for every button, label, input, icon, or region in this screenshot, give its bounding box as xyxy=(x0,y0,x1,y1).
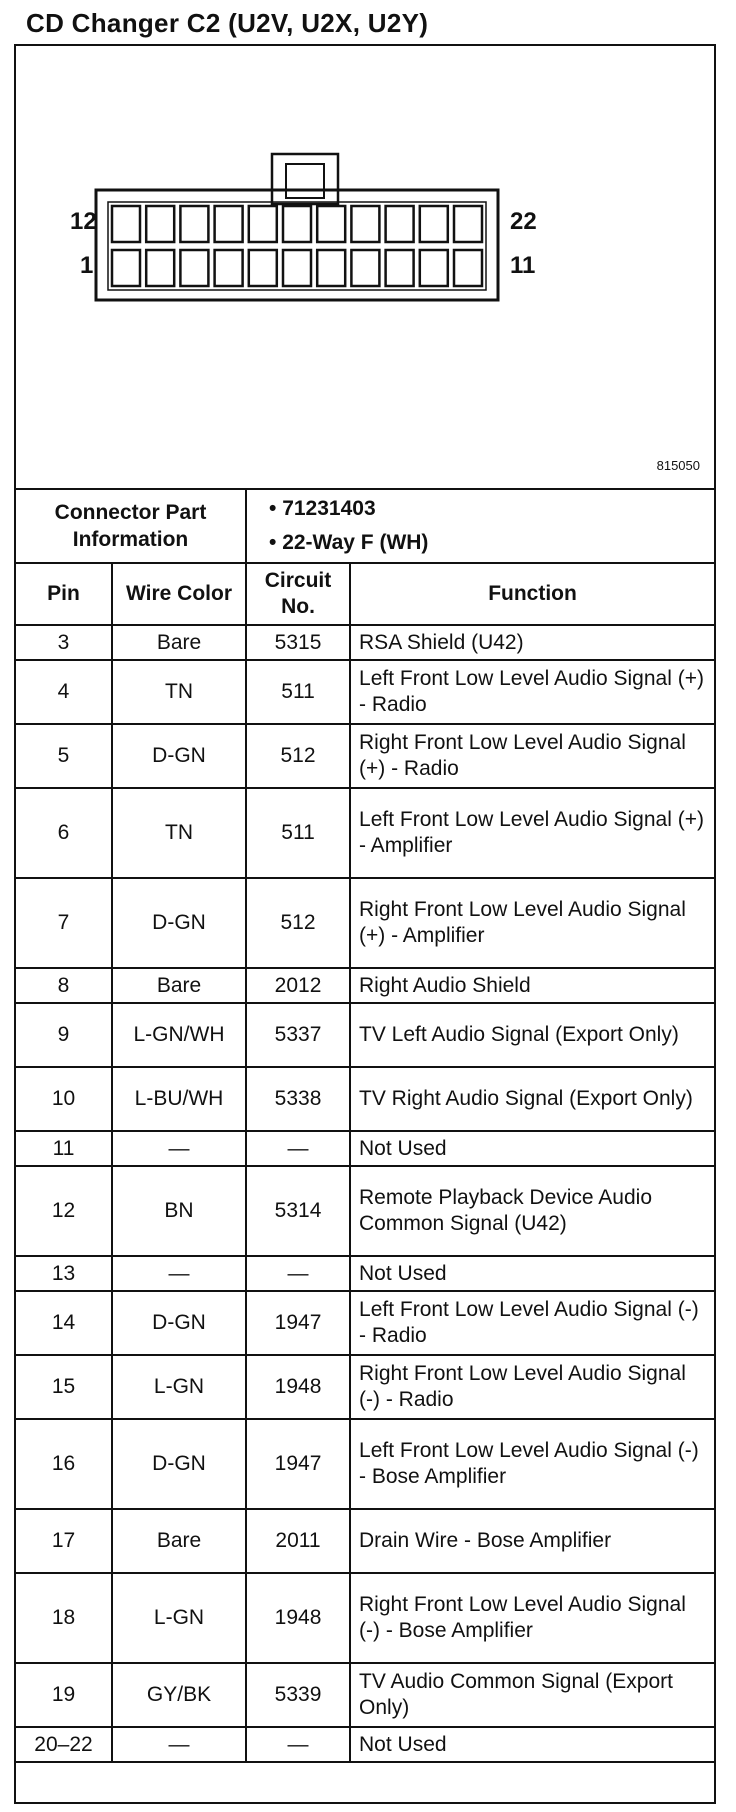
table-row xyxy=(16,1727,714,1762)
function-cell: Remote Playback Device Audio Common Signal (U42) xyxy=(350,1166,714,1256)
wire-color-cell: BN xyxy=(112,1166,246,1256)
pin-cell: 18 xyxy=(16,1573,112,1663)
pin-rows xyxy=(16,625,714,1762)
function-cell: Left Front Low Level Audio Signal (-) - Bose Amplifier xyxy=(350,1419,714,1509)
pin-cell: 10 xyxy=(16,1067,112,1131)
table-row xyxy=(16,968,714,1003)
function-cell: Right Front Low Level Audio Signal (-) - Bose Amplifier xyxy=(350,1573,714,1663)
table-row xyxy=(16,1291,714,1355)
pin-cavity xyxy=(249,206,277,242)
wire-color-cell: D-GN xyxy=(112,878,246,968)
pin-cell: 6 xyxy=(16,788,112,878)
pin-cavity xyxy=(249,250,277,286)
pin-cavity xyxy=(317,250,345,286)
circuit-cell: 1948 xyxy=(246,1355,350,1419)
wire-color-cell: L-GN xyxy=(112,1573,246,1663)
circuit-cell: 512 xyxy=(246,878,350,968)
connector-info-label: Connector Part Information xyxy=(16,489,246,563)
pin-cavity xyxy=(146,250,174,286)
pin-cavity xyxy=(112,250,140,286)
pin-cell: 17 xyxy=(16,1509,112,1573)
pin-cell: 19 xyxy=(16,1663,112,1727)
table-row xyxy=(16,625,714,660)
pin-cell: 11 xyxy=(16,1131,112,1166)
wire-color-cell: D-GN xyxy=(112,724,246,788)
table-row xyxy=(16,1166,714,1256)
function-cell: TV Left Audio Signal (Export Only) xyxy=(350,1003,714,1067)
connector-type: • 22-Way F (WH) xyxy=(269,531,429,554)
wire-color-cell: Bare xyxy=(112,968,246,1003)
circuit-cell: — xyxy=(246,1727,350,1762)
function-cell: Not Used xyxy=(350,1131,714,1166)
pin-cell: 5 xyxy=(16,724,112,788)
function-cell: Right Audio Shield xyxy=(350,968,714,1003)
wire-color-cell: L-GN xyxy=(112,1355,246,1419)
pin-cavity xyxy=(215,206,243,242)
pin-cavity xyxy=(420,206,448,242)
pin-cavity xyxy=(454,206,482,242)
table-row xyxy=(16,1419,714,1509)
function-cell: Right Front Low Level Audio Signal (+) - Radio xyxy=(350,724,714,788)
pin-label-1: 1 xyxy=(80,252,94,279)
table-row xyxy=(16,1067,714,1131)
wire-color-cell: Bare xyxy=(112,625,246,660)
circuit-cell: — xyxy=(246,1131,350,1166)
function-cell: Left Front Low Level Audio Signal (+) - Amplifier xyxy=(350,788,714,878)
wire-color-cell: L-BU/WH xyxy=(112,1067,246,1131)
table-row xyxy=(16,1509,714,1573)
table-row xyxy=(16,1355,714,1419)
wire-color-cell: L-GN/WH xyxy=(112,1003,246,1067)
circuit-cell: 511 xyxy=(246,788,350,878)
function-cell: Not Used xyxy=(350,1727,714,1762)
pin-cell: 3 xyxy=(16,625,112,660)
pin-cell: 14 xyxy=(16,1291,112,1355)
pin-cavity xyxy=(420,250,448,286)
latch-outer xyxy=(272,154,338,204)
circuit-cell: 1947 xyxy=(246,1419,350,1509)
pin-label-12: 12 xyxy=(70,208,97,235)
pin-cell: 8 xyxy=(16,968,112,1003)
table-row xyxy=(16,1003,714,1067)
wire-color-cell: — xyxy=(112,1256,246,1291)
connector-info-row xyxy=(16,489,714,563)
connector-part-number: • 71231403 xyxy=(269,497,376,520)
circuit-cell: 5314 xyxy=(246,1166,350,1256)
pin-label-22: 22 xyxy=(510,208,537,235)
pin-cell: 16 xyxy=(16,1419,112,1509)
table-row xyxy=(16,1663,714,1727)
circuit-cell: 5338 xyxy=(246,1067,350,1131)
table-row xyxy=(16,724,714,788)
circuit-cell: 1948 xyxy=(246,1573,350,1663)
circuit-cell: 2011 xyxy=(246,1509,350,1573)
figure-id: 815050 xyxy=(656,458,700,473)
header-function: Function xyxy=(350,563,714,625)
pin-cavity xyxy=(386,250,414,286)
pin-cavity xyxy=(454,250,482,286)
circuit-cell: 512 xyxy=(246,724,350,788)
function-cell: Left Front Low Level Audio Signal (+) - Radio xyxy=(350,660,714,724)
function-cell: RSA Shield (U42) xyxy=(350,625,714,660)
circuit-cell: — xyxy=(246,1256,350,1291)
pin-cell: 4 xyxy=(16,660,112,724)
wire-color-cell: TN xyxy=(112,660,246,724)
pin-cell: 15 xyxy=(16,1355,112,1419)
table-row xyxy=(16,788,714,878)
pin-cavity xyxy=(112,206,140,242)
pin-cell: 9 xyxy=(16,1003,112,1067)
connector-inner xyxy=(108,202,486,290)
function-cell: Right Front Low Level Audio Signal (-) - Radio xyxy=(350,1355,714,1419)
circuit-cell: 511 xyxy=(246,660,350,724)
connector-diagram xyxy=(16,46,714,490)
pin-cavity xyxy=(351,206,379,242)
table-row xyxy=(16,878,714,968)
connector-face-drawing xyxy=(16,46,714,488)
table-row xyxy=(16,660,714,724)
function-cell: TV Audio Common Signal (Export Only) xyxy=(350,1663,714,1727)
connector-info-list xyxy=(246,489,714,563)
header-circuit: Circuit No. xyxy=(246,563,350,625)
wire-color-cell: Bare xyxy=(112,1509,246,1573)
header-wire-color: Wire Color xyxy=(112,563,246,625)
table-row xyxy=(16,1256,714,1291)
function-cell: Not Used xyxy=(350,1256,714,1291)
pin-cell: 12 xyxy=(16,1166,112,1256)
page-title: CD Changer C2 (U2V, U2X, U2Y) xyxy=(26,8,429,38)
pin-cell: 20–22 xyxy=(16,1727,112,1762)
pin-label-11: 11 xyxy=(510,252,536,279)
pin-cavity xyxy=(180,250,208,286)
pin-cavity xyxy=(283,250,311,286)
latch-inner xyxy=(286,164,324,198)
pin-cavities xyxy=(112,206,482,286)
pin-cavity xyxy=(386,206,414,242)
circuit-cell: 2012 xyxy=(246,968,350,1003)
pin-cavity xyxy=(351,250,379,286)
wire-color-cell: — xyxy=(112,1131,246,1166)
circuit-cell: 5339 xyxy=(246,1663,350,1727)
pin-cavity xyxy=(317,206,345,242)
circuit-cell: 5337 xyxy=(246,1003,350,1067)
table-row xyxy=(16,1131,714,1166)
wire-color-cell: D-GN xyxy=(112,1291,246,1355)
pin-cell: 7 xyxy=(16,878,112,968)
header-pin: Pin xyxy=(16,563,112,625)
connector-frame xyxy=(14,44,716,1804)
wire-color-cell: TN xyxy=(112,788,246,878)
pin-cell: 13 xyxy=(16,1256,112,1291)
function-cell: Drain Wire - Bose Amplifier xyxy=(350,1509,714,1573)
pin-cavity xyxy=(283,206,311,242)
pin-cavity xyxy=(215,250,243,286)
table-header xyxy=(16,563,714,625)
circuit-cell: 5315 xyxy=(246,625,350,660)
pin-table xyxy=(16,488,714,1763)
function-cell: Right Front Low Level Audio Signal (+) - Amplifier xyxy=(350,878,714,968)
function-cell: Left Front Low Level Audio Signal (-) - Radio xyxy=(350,1291,714,1355)
wire-color-cell: GY/BK xyxy=(112,1663,246,1727)
pin-cavity xyxy=(180,206,208,242)
wire-color-cell: — xyxy=(112,1727,246,1762)
table-row xyxy=(16,1573,714,1663)
circuit-cell: 1947 xyxy=(246,1291,350,1355)
pin-cavity xyxy=(146,206,174,242)
function-cell: TV Right Audio Signal (Export Only) xyxy=(350,1067,714,1131)
wire-color-cell: D-GN xyxy=(112,1419,246,1509)
